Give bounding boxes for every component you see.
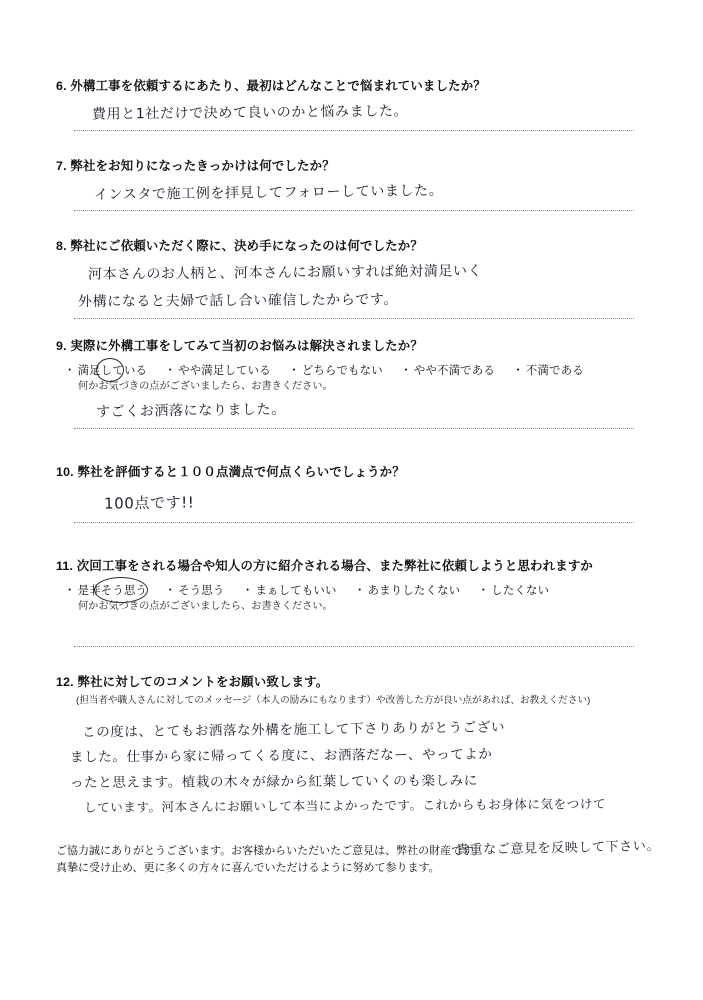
answer-rule-9 — [74, 428, 634, 429]
handwritten-answer-7-line-1: インスタで施工例を拝見してフォローしていました。 — [93, 182, 444, 204]
survey-content — [56, 78, 646, 832]
question-block-10 — [56, 464, 646, 528]
question-10-number: 10. — [56, 465, 74, 480]
bullet-icon: ・ — [512, 364, 524, 377]
question-11-sub-label: 何かお気づきの点がございましたら、お書きください。 — [78, 601, 333, 613]
option-9-1-label: 満足している — [77, 364, 148, 377]
question-12-text — [56, 674, 646, 692]
question-9-answer-area[interactable] — [56, 398, 646, 434]
question-6-label: 外構工事を依頼するにあたり、最初はどんなことで悩まれていましたか？ — [70, 79, 486, 93]
option-11-4-label: あまりしたくない — [367, 585, 461, 598]
handwritten-answer-12-line-2: ました。仕事から家に帰ってくる度に、お洒落だなー、やってよか — [69, 746, 493, 766]
footer-line-1: ご協力誠にありがとうございます。お客様からいただいたご意見は、弊社の財産です。 — [56, 845, 484, 857]
question-8-text — [56, 238, 646, 256]
bullet-icon: ・ — [64, 364, 76, 377]
option-9-4[interactable] — [400, 362, 495, 378]
option-9-2[interactable] — [165, 362, 271, 378]
question-block-8 — [56, 238, 646, 326]
question-11-options — [64, 582, 646, 598]
answer-rule-10 — [74, 522, 634, 523]
handwritten-answer-12-line-4: しています。河本さんにお願いして本当によかったです。これからもお身体に気をつけて — [83, 796, 607, 815]
option-9-1[interactable] — [64, 362, 147, 378]
handwritten-answer-10-line-1: 100点です!! — [103, 493, 195, 513]
question-6-number: 6. — [56, 79, 67, 93]
option-9-3-label: どちらでもない — [301, 364, 383, 377]
handwritten-answer-12-line-3: ったと思えます。植栽の木々が緑から紅葉していくのも楽しみに — [69, 772, 478, 791]
handwritten-answer-9-line-1: すごくお洒落になりました。 — [95, 401, 286, 421]
answer-rule-7 — [74, 210, 634, 211]
question-8-answer-area[interactable] — [56, 258, 646, 326]
question-11-number: 11. — [56, 559, 74, 574]
handwritten-answer-12-line-1: この度は、とてもお洒落な外構を施工して下さりありがとうござい — [81, 719, 506, 741]
bullet-icon: ・ — [164, 585, 177, 598]
question-block-11 — [56, 558, 646, 654]
question-9-text — [56, 338, 646, 356]
option-9-5[interactable] — [512, 362, 584, 378]
footer-thanks-note — [56, 838, 661, 877]
handwritten-answer-8-line-2: 外構になると夫婦で話し合い確信したからです。 — [77, 291, 399, 311]
option-11-5-label: したくない — [491, 585, 550, 598]
bullet-icon: ・ — [400, 364, 412, 377]
question-block-6 — [56, 78, 646, 138]
question-block-12 — [56, 674, 646, 827]
question-12-sub-label: (担当者や職人さんに対してのメッセージ（本人の励みにもなります）や改善した方が良い点があれば、お教えください) — [76, 695, 591, 707]
handwritten-answer-6-line-1: 費用と1社だけで決めて良いのかと悩みました。 — [91, 103, 409, 123]
handwritten-footer-overlay: 貴重なご意見を反映して下さい。 — [455, 838, 661, 859]
question-7-answer-area[interactable] — [56, 178, 646, 218]
option-9-4-label: やや不満である — [413, 364, 495, 377]
question-11-text — [56, 558, 646, 576]
answer-rule-6 — [74, 130, 634, 131]
question-8-label: 弊社にご依頼いただく際に、決め手になったのは何でしたか？ — [70, 238, 423, 253]
bullet-icon: ・ — [288, 364, 300, 377]
option-11-3-label: まぁしてもいい — [255, 585, 337, 598]
option-9-3[interactable] — [288, 362, 383, 378]
question-6-text — [56, 78, 646, 96]
question-block-9 — [56, 338, 646, 434]
question-8-number: 8. — [56, 238, 67, 253]
option-11-2-label: そう思う — [178, 585, 225, 598]
bullet-icon: ・ — [477, 585, 490, 598]
answer-rule-11 — [74, 646, 634, 647]
bullet-icon: ・ — [241, 585, 254, 598]
question-block-7 — [56, 158, 646, 218]
option-11-1[interactable] — [64, 582, 147, 598]
question-12-label: 弊社に対してのコメントをお願い致します。 — [77, 675, 329, 690]
question-7-number: 7. — [56, 158, 67, 173]
question-10-text — [56, 464, 646, 482]
question-9-number: 9. — [56, 338, 67, 353]
question-7-text — [56, 158, 646, 176]
question-9-sub-label: 何かお気づきの点がございましたら、お書きください。 — [78, 380, 333, 392]
option-11-1-label: 是非そう思う — [77, 585, 148, 598]
question-11-label: 次回工事をされる場合や知人の方に紹介される場合、また弊社に依頼しようと思われますか — [76, 559, 594, 574]
bullet-icon: ・ — [353, 585, 366, 598]
bullet-icon: ・ — [64, 585, 76, 598]
question-9-label: 実際に外構工事をしてみて当初のお悩みは解決されましたか？ — [70, 338, 423, 353]
option-11-2[interactable] — [165, 582, 225, 598]
option-9-2-label: やや満足している — [178, 364, 271, 377]
question-12-answer-area[interactable] — [56, 718, 646, 828]
option-11-5[interactable] — [478, 582, 550, 598]
question-11-answer-area[interactable] — [56, 618, 646, 654]
bullet-icon: ・ — [164, 364, 177, 377]
question-9-options — [64, 362, 646, 378]
option-11-4[interactable] — [354, 582, 460, 598]
question-12-number: 12. — [56, 675, 74, 690]
footer-line-2: 真摯に受け止め、更に多くの方々に喜んでいただけるように努めて参ります。 — [56, 862, 440, 875]
handwritten-answer-8-line-1: 河本さんのお人柄と、河本さんにお願いすれば絶対満足いく — [87, 263, 483, 283]
question-7-label: 弊社をお知りになったきっかけは何でしたか？ — [70, 158, 335, 173]
answer-rule-8 — [74, 318, 634, 319]
question-10-answer-area[interactable] — [56, 484, 646, 528]
question-10-label: 弊社を評価すると１００点満点で何点くらいでしょうか？ — [77, 465, 405, 480]
question-6-answer-area[interactable] — [56, 98, 646, 138]
option-11-3[interactable] — [242, 582, 337, 598]
option-9-5-label: 不満である — [525, 364, 584, 377]
